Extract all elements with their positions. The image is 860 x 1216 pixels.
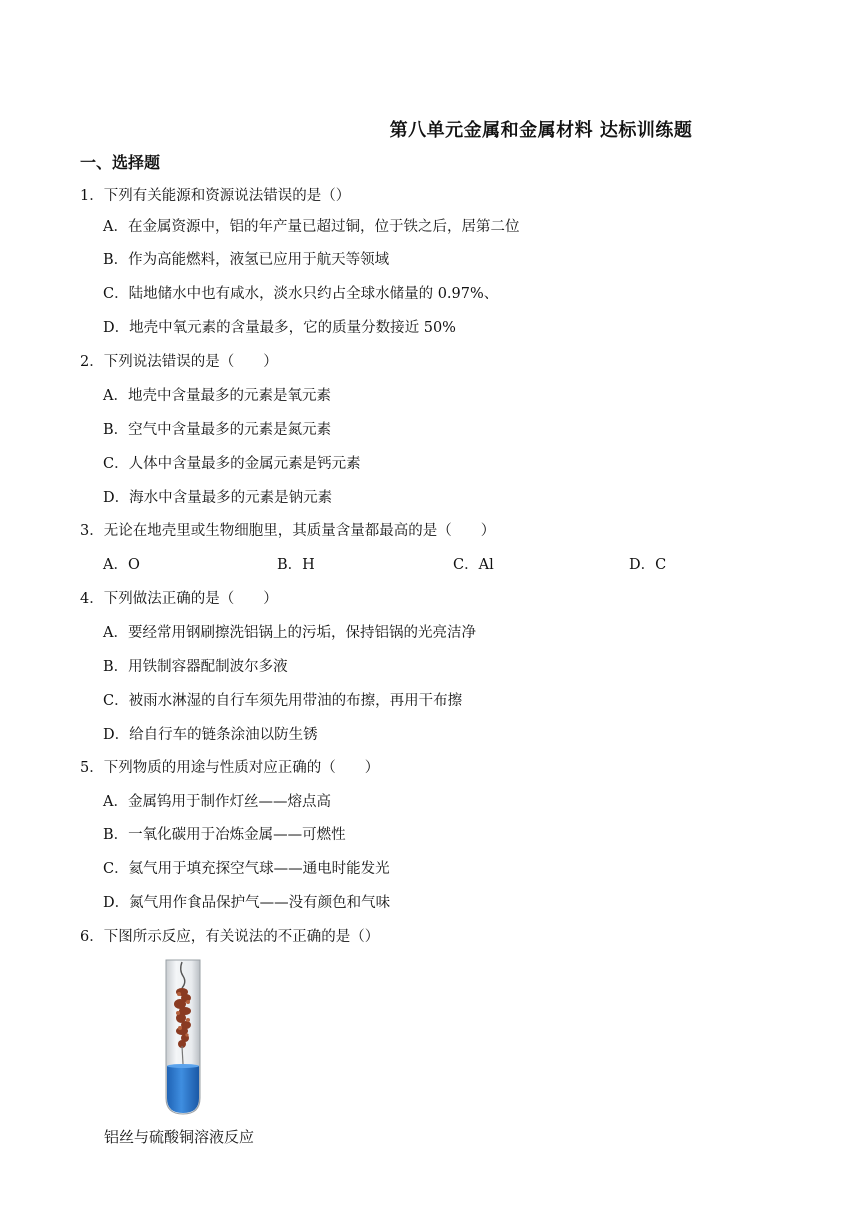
question-2-option-b: B．空气中含量最多的元素是氮元素 [103, 422, 332, 438]
question-2-stem: 2．下列说法错误的是（ ） [80, 354, 278, 370]
section-heading: 一、选择题 [80, 153, 161, 172]
question-5-option-b: B．一氧化碳用于冶炼金属——可燃性 [103, 827, 346, 843]
question-1-option-b: B．作为高能燃料，液氢已应用于航天等领域 [103, 252, 390, 268]
question-3-option-d: D．C [629, 557, 667, 573]
question-5-stem: 5．下列物质的用途与性质对应正确的（ ） [80, 760, 380, 776]
question-2-option-a: A．地壳中含量最多的元素是氧元素 [103, 388, 331, 404]
question-5-option-d: D．氮气用作食品保护气——没有颜色和气味 [103, 895, 391, 911]
test-tube-figure [158, 958, 208, 1118]
page-title: 第八单元金属和金属材料 达标训练题 [389, 120, 693, 141]
question-5-option-a: A．金属钨用于制作灯丝——熔点高 [103, 794, 331, 810]
figure-caption: 铝丝与硫酸铜溶液反应 [104, 1128, 255, 1146]
question-4-stem: 4．下列做法正确的是（ ） [80, 591, 278, 607]
question-1-option-d: D．地壳中氧元素的含量最多，它的质量分数接近 50% [103, 320, 456, 336]
question-6-stem: 6．下图所示反应，有关说法的不正确的是（） [80, 929, 380, 945]
question-4-option-c: C．被雨水淋湿的自行车须先用带油的布擦，再用干布擦 [103, 693, 463, 709]
question-3-stem: 3．无论在地壳里或生物细胞里，其质量含量都最高的是（ ） [80, 523, 496, 539]
question-5-option-c: C．氦气用于填充探空气球——通电时能发光 [103, 861, 390, 877]
question-3-option-b: B．H [277, 557, 315, 573]
question-1-option-c: C．陆地储水中也有咸水，淡水只约占全球水储量的 0.97%、 [103, 286, 499, 302]
question-3-option-a: A．O [103, 557, 140, 573]
question-4-option-a: A．要经常用钢刷擦洗铝锅上的污垢，保持铝锅的光亮洁净 [103, 625, 476, 641]
question-3-option-c: C．Al [453, 557, 494, 573]
question-1-option-a: A．在金属资源中，铝的年产量已超过铜，位于铁之后，居第二位 [103, 219, 520, 235]
question-1-stem: 1．下列有关能源和资源说法错误的是（） [80, 188, 351, 204]
question-4-option-d: D．给自行车的链条涂油以防生锈 [103, 727, 318, 743]
question-2-option-d: D．海水中含量最多的元素是钠元素 [103, 490, 333, 506]
question-2-option-c: C．人体中含量最多的金属元素是钙元素 [103, 456, 361, 472]
question-4-option-b: B．用铁制容器配制波尔多液 [103, 659, 288, 675]
